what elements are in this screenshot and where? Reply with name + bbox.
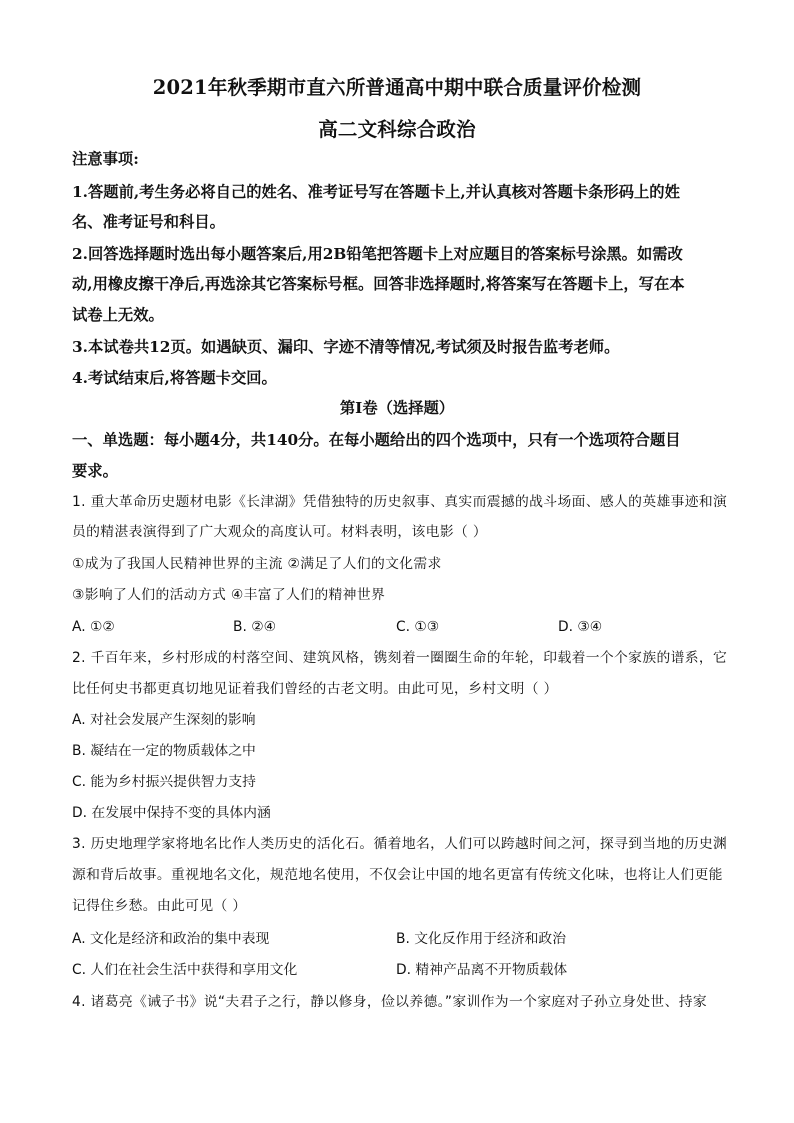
note-2-line-1: 2.回答选择题时选出每小题答案后,用2B铅笔把答题卡上对应题目的答案标号涂黑。如需改 xyxy=(72,245,683,263)
q1-statements-1: ①成为了我国人民精神世界的主流 ②满足了人们的文化需求 xyxy=(72,556,442,572)
q3-option-c: C. 人们在社会生活中获得和享用文化 xyxy=(72,962,298,978)
q1-stem-line-2: 员的精湛表演得到了广大观众的高度认可。材料表明，该电影（ ） xyxy=(72,524,487,540)
note-2-line-3: 试卷上无效。 xyxy=(72,306,164,324)
q3-option-b: B. 文化反作用于经济和政治 xyxy=(396,931,567,947)
q3-stem-line-3: 记得住乡愁。由此可见（ ） xyxy=(72,898,247,914)
q2-option-a: A. 对社会发展产生深刻的影响 xyxy=(72,712,256,728)
q1-option-b: B. ②④ xyxy=(233,619,276,635)
q1-stem-line-1: 1. 重大革命历史题材电影《长津湖》凭借独特的历史叙事、真实而震撼的战斗场面、感人的英雄事迹和演 xyxy=(72,494,728,510)
q1-option-a: A. ①② xyxy=(72,619,115,635)
note-2-line-2: 动,用橡皮擦干净后,再选涂其它答案标号框。回答非选择题时,将答案写在答题卡上，写在本 xyxy=(72,275,685,293)
note-1-line-1: 1.答题前,考生务必将自己的姓名、准考证号写在答题卡上,并认真核对答题卡条形码上的姓 xyxy=(72,183,680,201)
q1-option-c: C. ①③ xyxy=(396,619,440,635)
q2-option-b: B. 凝结在一定的物质载体之中 xyxy=(72,743,256,759)
q3-stem-line-1: 3. 历史地理学家将地名比作人类历史的活化石。循着地名，人们可以跨越时间之河，探寻到当地的历史渊 xyxy=(72,836,728,852)
section-intro-line-2: 要求。 xyxy=(72,462,118,480)
q2-option-d: D. 在发展中保持不变的具体内涵 xyxy=(72,805,271,821)
q2-stem-line-1: 2. 千百年来，乡村形成的村落空间、建筑风格，镌刻着一圈圈生命的年轮，印载着一个个家族的谱系，它 xyxy=(72,650,728,666)
q3-option-d: D. 精神产品离不开物质载体 xyxy=(396,962,568,978)
q3-stem-line-2: 源和背后故事。重视地名文化，规范地名使用，不仅会让中国的地名更富有传统文化味，也将让人们更能 xyxy=(72,867,723,883)
note-1-line-2: 名、准考证号和科目。 xyxy=(72,213,225,231)
note-3: 3.本试卷共12页。如遇缺页、漏印、字迹不清等情况,考试须及时报告监考老师。 xyxy=(72,338,620,356)
q1-option-d: D. ③④ xyxy=(558,619,603,635)
note-4: 4.考试结束后,将答题卡交回。 xyxy=(72,369,277,387)
q1-statements-2: ③影响了人们的活动方式 ④丰富了人们的精神世界 xyxy=(72,587,386,603)
q2-option-c: C. 能为乡村振兴提供智力支持 xyxy=(72,774,256,790)
notes-heading: 注意事项: xyxy=(72,150,139,168)
exam-title: 2021年秋季期市直六所普通高中期中联合质量评价检测 xyxy=(152,76,642,99)
section-intro-line-1: 一、单选题：每小题4分，共140分。在每小题给出的四个选项中，只有一个选项符合题目 xyxy=(72,431,681,449)
q3-option-a: A. 文化是经济和政治的集中表现 xyxy=(72,931,270,947)
section-title: 第I卷（选择题） xyxy=(339,399,455,417)
q4-stem-line-1: 4. 诸葛亮《诫子书》说“夫君子之行，静以修身，俭以养德。”家训作为一个家庭对子孙立身处世、持家 xyxy=(72,994,708,1010)
exam-subtitle: 高二文科综合政治 xyxy=(318,118,476,141)
q2-stem-line-2: 比任何史书都更真切地见证着我们曾经的古老文明。由此可见，乡村文明（ ） xyxy=(72,681,558,697)
